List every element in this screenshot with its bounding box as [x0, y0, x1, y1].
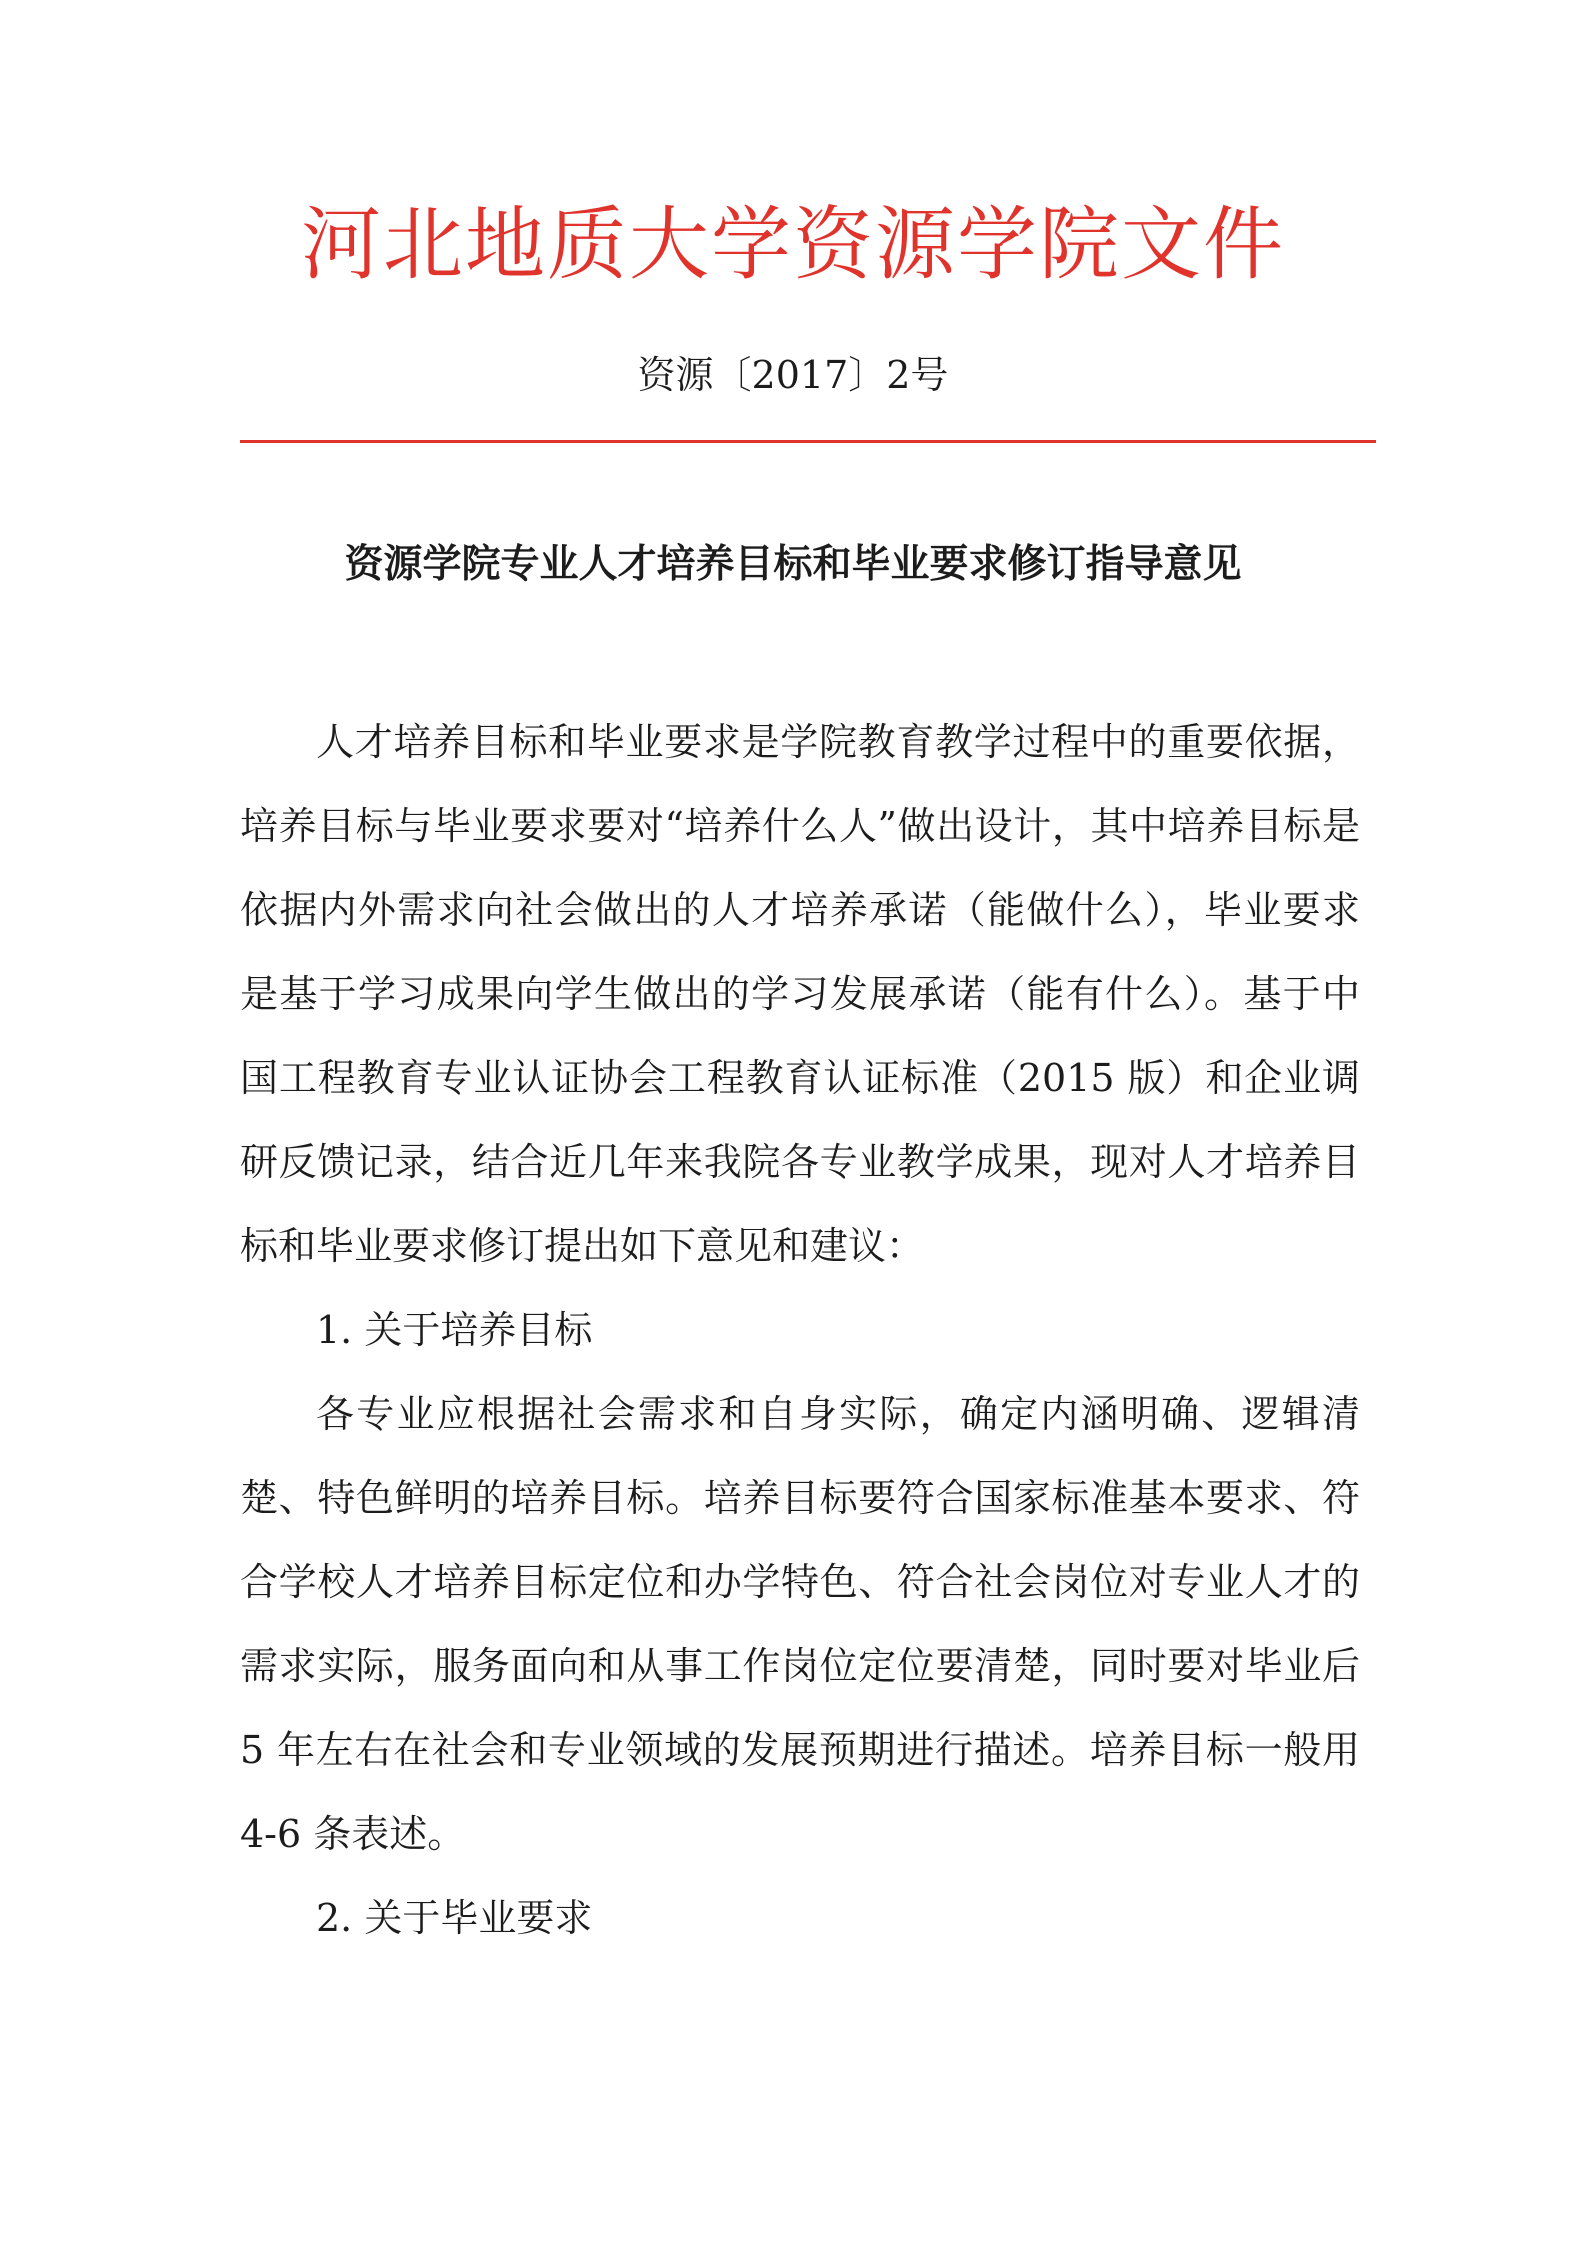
- section-heading-training-objectives: 1. 关于培养目标: [316, 1308, 593, 1352]
- document-title: 资源学院专业人才培养目标和毕业要求修订指导意见: [344, 542, 1242, 587]
- document-number: 资源〔2017〕2号: [637, 353, 949, 397]
- section-paragraph-training-objectives: 各专业应根据社会需求和自身实际，确定内涵明确、逻辑清楚、特色鲜明的培养目标。培养目标要符合国家标准基本要求、符合学校人才培养目标定位和办学特色、符合社会岗位对专业人才的需求实际，服务面向和从事工作岗位定位要清楚，同时要对毕业后 5 年左右在社会和专业领域的发展预期进行描述。培养目标一般用 4-6 条表述。: [240, 1392, 1360, 1856]
- document-header-title: 河北地质大学资源学院文件: [301, 198, 1285, 291]
- header-divider-line: [240, 440, 1376, 443]
- section-heading-graduation-requirements: 2. 关于毕业要求: [316, 1896, 593, 1940]
- intro-paragraph: 人才培养目标和毕业要求是学院教育教学过程中的重要依据，培养目标与毕业要求要对“培养什么人”做出设计，其中培养目标是依据内外需求向社会做出的人才培养承诺（能做什么），毕业要求是基于学习成果向学生做出的学习发展承诺（能有什么）。基于中国工程教育专业认证协会工程教育认证标准（2015 版）和企业调研反馈记录，结合近几年来我院各专业教学成果，现对人才培养目标和毕业要求修订提出如下意见和建议：: [240, 720, 1360, 1268]
- document-body: [240, 700, 1360, 1960]
